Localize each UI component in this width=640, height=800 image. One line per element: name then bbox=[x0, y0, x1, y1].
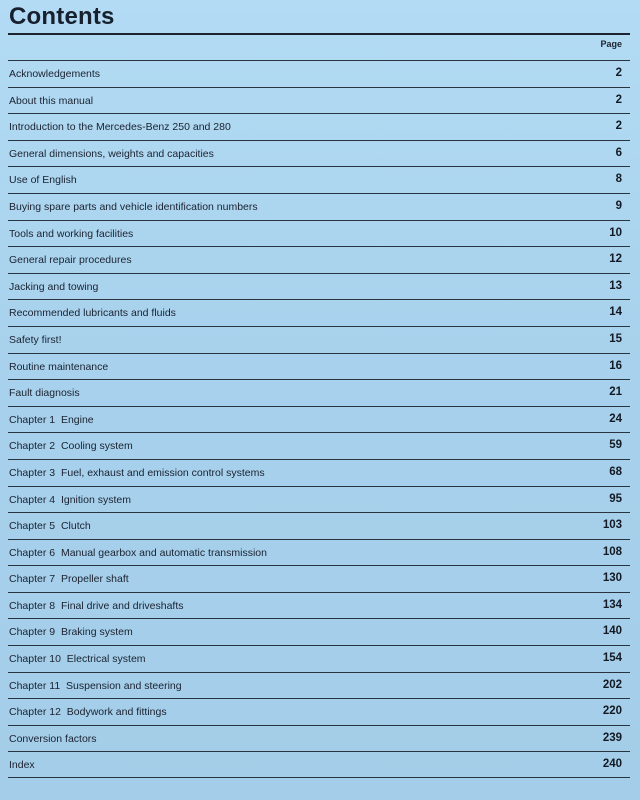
entry-page-number: 140 bbox=[602, 625, 622, 638]
entry-page-number: 6 bbox=[615, 146, 622, 159]
contents-entry bbox=[8, 193, 630, 220]
page-column-label: Page bbox=[600, 39, 622, 49]
entry-title: Chapter 3 Fuel, exhaust and emission control systems bbox=[9, 466, 265, 479]
contents-entry bbox=[8, 725, 630, 752]
entry-title: Introduction to the Mercedes-Benz 250 and 280 bbox=[9, 121, 231, 134]
contents-entry bbox=[8, 486, 630, 513]
entry-title: Chapter 5 Clutch bbox=[9, 520, 91, 533]
entry-page-number: 8 bbox=[615, 173, 622, 186]
contents-entry bbox=[8, 618, 630, 645]
entry-title: About this manual bbox=[9, 94, 94, 107]
contents-entry bbox=[8, 645, 630, 672]
contents-entry bbox=[8, 539, 630, 566]
entry-page-number: 134 bbox=[602, 598, 622, 611]
entry-page-number: 2 bbox=[615, 120, 622, 133]
entry-page-number: 16 bbox=[609, 359, 622, 372]
entry-page-number: 14 bbox=[609, 306, 622, 319]
entry-title: General dimensions, weights and capacities bbox=[9, 147, 214, 160]
contents-entry bbox=[8, 565, 630, 592]
contents-list bbox=[8, 60, 630, 778]
contents-entry bbox=[8, 113, 630, 140]
entry-title: Chapter 10 Electrical system bbox=[9, 653, 146, 666]
contents-entry bbox=[8, 166, 630, 193]
entry-page-number: 24 bbox=[609, 412, 622, 425]
title-rule bbox=[8, 33, 630, 35]
contents-entry bbox=[8, 592, 630, 619]
entry-page-number: 154 bbox=[602, 652, 622, 665]
entry-page-number: 103 bbox=[602, 519, 622, 532]
contents-entry bbox=[8, 60, 630, 87]
contents-entry bbox=[8, 353, 630, 380]
entry-page-number: 68 bbox=[609, 465, 622, 478]
entry-title: Routine maintenance bbox=[9, 360, 109, 373]
entry-page-number: 13 bbox=[609, 279, 622, 292]
entry-title: Chapter 9 Braking system bbox=[9, 626, 133, 639]
entry-title: Chapter 8 Final drive and driveshafts bbox=[9, 599, 184, 612]
contents-entry bbox=[8, 379, 630, 406]
entry-page-number: 239 bbox=[602, 731, 622, 744]
entry-page-number: 21 bbox=[609, 386, 622, 399]
entry-page-number: 12 bbox=[609, 253, 622, 266]
contents-entry bbox=[8, 512, 630, 539]
entry-title: Acknowledgements bbox=[9, 68, 101, 80]
contents-entry bbox=[8, 432, 630, 459]
entry-title: Chapter 4 Ignition system bbox=[9, 493, 131, 506]
contents-entry bbox=[8, 698, 630, 725]
entry-title: Chapter 6 Manual gearbox and automatic transmission bbox=[9, 546, 267, 559]
entry-title: Fault diagnosis bbox=[9, 387, 80, 400]
entry-title: Tools and working facilities bbox=[9, 227, 134, 240]
contents-entry bbox=[8, 246, 630, 273]
entry-title: Recommended lubricants and fluids bbox=[9, 307, 176, 320]
entry-title: General repair procedures bbox=[9, 254, 132, 267]
contents-entry bbox=[8, 459, 630, 486]
entry-page-number: 59 bbox=[609, 439, 622, 452]
contents-entry bbox=[8, 672, 630, 699]
entry-title: Jacking and towing bbox=[9, 280, 99, 293]
entry-title: Safety first! bbox=[9, 333, 62, 346]
entry-title: Chapter 2 Cooling system bbox=[9, 440, 133, 453]
entry-page-number: 9 bbox=[615, 199, 622, 212]
contents-entry bbox=[8, 273, 630, 300]
contents-entry bbox=[8, 220, 630, 247]
entry-page-number: 2 bbox=[615, 93, 622, 106]
entry-title: Index bbox=[9, 759, 35, 772]
entry-page-number: 130 bbox=[602, 572, 622, 585]
entry-page-number: 2 bbox=[615, 67, 622, 79]
entry-title: Chapter 11 Suspension and steering bbox=[9, 679, 182, 692]
entry-title: Use of English bbox=[9, 174, 77, 187]
contents-entry bbox=[8, 140, 630, 167]
entry-title: Conversion factors bbox=[9, 732, 97, 745]
entry-page-number: 240 bbox=[602, 758, 622, 771]
entry-title: Buying spare parts and vehicle identification numbers bbox=[9, 200, 258, 213]
entry-title: Chapter 7 Propeller shaft bbox=[9, 573, 129, 586]
entry-title: Chapter 12 Bodywork and fittings bbox=[9, 706, 167, 719]
entry-page-number: 108 bbox=[602, 545, 622, 558]
contents-entry bbox=[8, 299, 630, 326]
entry-title: Chapter 1 Engine bbox=[9, 413, 94, 426]
contents-entry bbox=[8, 87, 630, 114]
entry-page-number: 202 bbox=[602, 678, 622, 691]
page-title: Contents bbox=[9, 3, 115, 30]
contents-entry bbox=[8, 326, 630, 353]
contents-entry bbox=[8, 406, 630, 433]
entry-page-number: 15 bbox=[609, 332, 622, 345]
entry-page-number: 10 bbox=[609, 226, 622, 239]
contents-entry bbox=[8, 751, 630, 778]
entry-page-number: 95 bbox=[609, 492, 622, 505]
entry-page-number: 220 bbox=[602, 705, 622, 718]
